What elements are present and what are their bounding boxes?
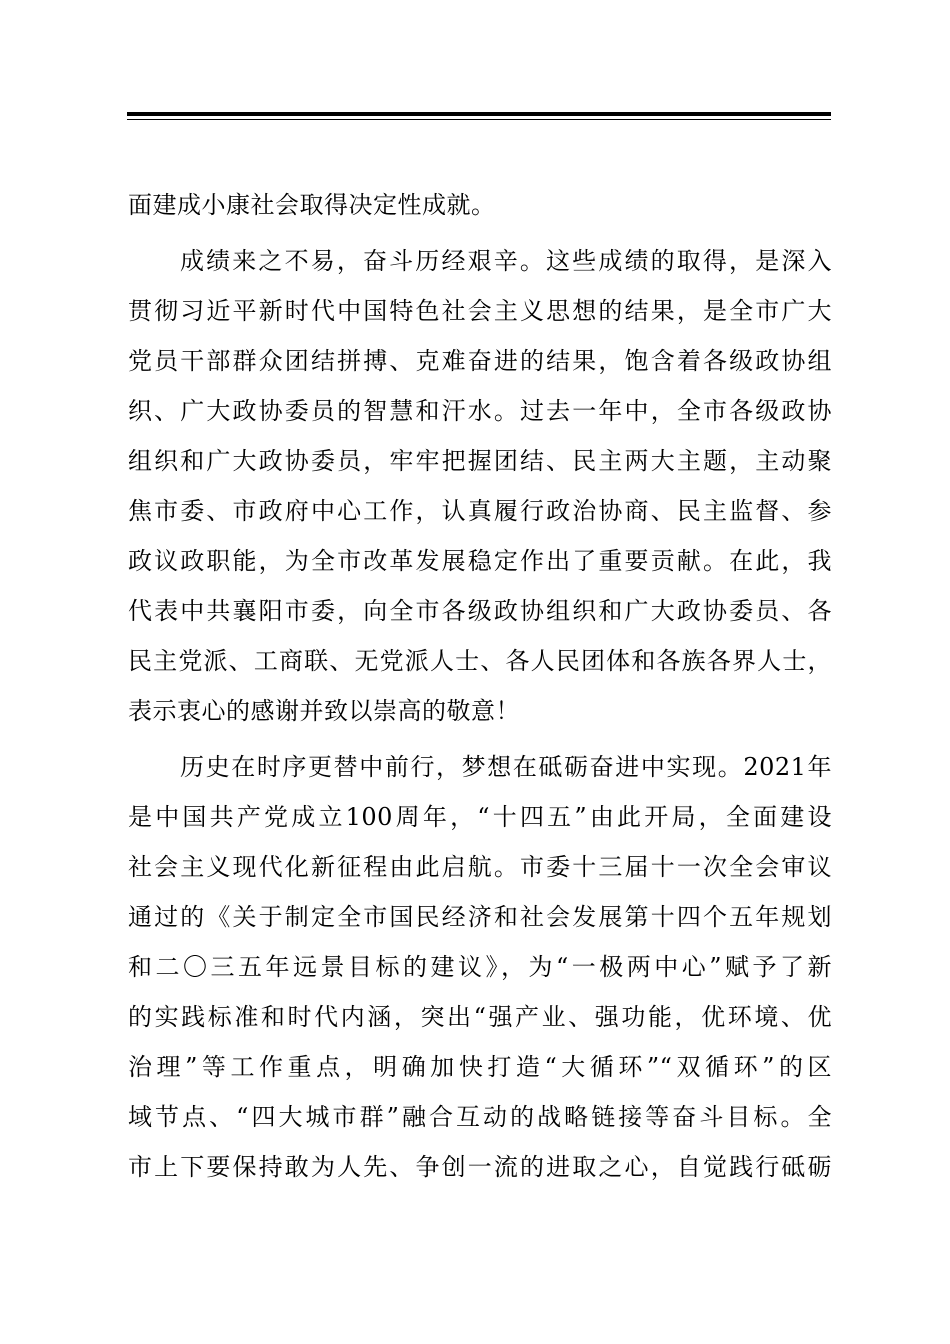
text-line: 面建成小康社会取得决定性成就。 [128,191,496,219]
header-double-rule [127,112,831,120]
document-body [128,180,832,1192]
paragraph [128,180,832,230]
header-rule-thin [127,119,831,120]
header-rule-thick [127,112,831,116]
text-line: 社会主义现代化新征程由此启航。市委十三届十一次全会审议 [128,853,832,881]
text-line: 组织和广大政协委员，牢牢把握团结、民主两大主题，主动聚 [128,447,832,475]
text-line: 治理”等工作重点，明确加快打造“大循环”“双循环”的区 [128,1053,832,1081]
text-line: 通过的《关于制定全市国民经济和社会发展第十四个五年规划 [128,903,832,931]
text-line: 贯彻习近平新时代中国特色社会主义思想的结果，是全市广大 [128,297,832,325]
text-line: 党员干部群众团结拼搏、克难奋进的结果，饱含着各级政协组 [128,347,832,375]
text-line: 织、广大政协委员的智慧和汗水。过去一年中，全市各级政协 [128,397,832,425]
text-line: 历史在时序更替中前行，梦想在砥砺奋进中实现。2021年 [180,753,832,781]
paragraph [128,742,832,1192]
text-line: 是中国共产党成立100周年，“十四五”由此开局，全面建设 [128,803,832,831]
text-line: 市上下要保持敢为人先、争创一流的进取之心，自觉践行砥砺 [128,1153,832,1181]
text-line: 民主党派、工商联、无党派人士、各人民团体和各族各界人士， [128,647,832,675]
text-line: 焦市委、市政府中心工作，认真履行政治协商、民主监督、参 [128,497,832,525]
text-line: 代表中共襄阳市委，向全市各级政协组织和广大政协委员、各 [128,597,832,625]
text-line: 政议政职能，为全市改革发展稳定作出了重要贡献。在此，我 [128,547,832,575]
paragraph [128,236,832,736]
text-line: 表示衷心的感谢并致以崇高的敬意！ [128,697,520,725]
text-line: 成绩来之不易，奋斗历经艰辛。这些成绩的取得，是深入 [180,247,832,275]
text-line: 和二〇三五年远景目标的建议》，为“一极两中心”赋予了新 [128,953,832,981]
text-line: 域节点、“四大城市群”融合互动的战略链接等奋斗目标。全 [128,1103,832,1131]
text-line: 的实践标准和时代内涵，突出“强产业、强功能，优环境、优 [128,1003,832,1031]
